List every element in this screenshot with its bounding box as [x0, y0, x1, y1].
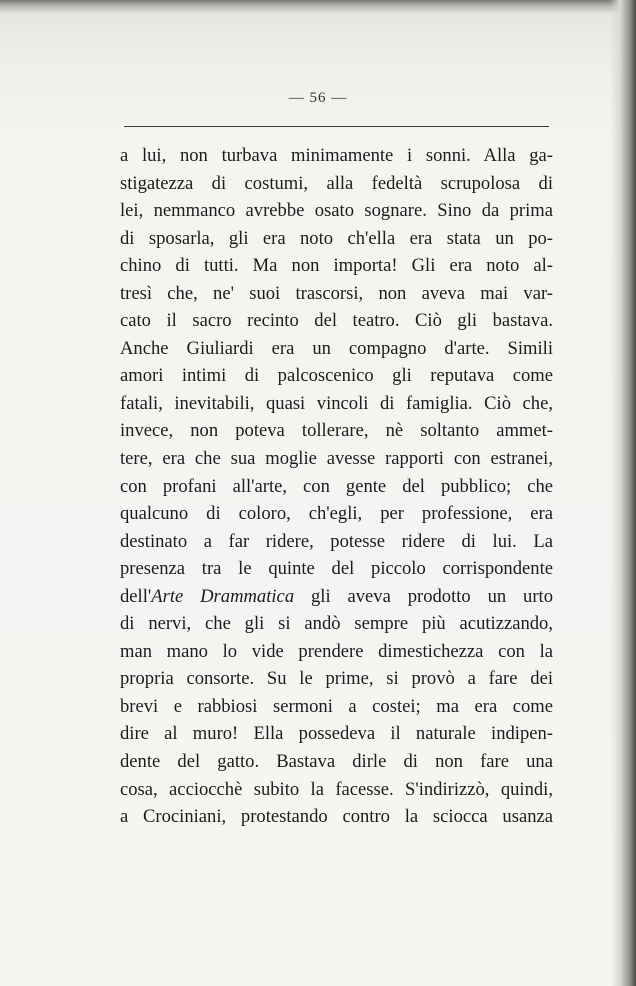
- text-line: di nervi, che gli si andò sempre più acutizzando,: [120, 613, 553, 635]
- body-text: [120, 142, 553, 831]
- text-line: chino di tutti. Ma non importa! Gli era noto al-: [120, 255, 553, 277]
- text-segment: gli aveva prodotto un urto: [294, 585, 553, 607]
- text-line: dente del gatto. Bastava dirle di non fare una: [120, 751, 553, 773]
- text-line: a lui, non turbava minimamente i sonni. Alla ga-: [120, 145, 553, 166]
- text-line: amori intimi di palcoscenico gli reputava come: [120, 365, 553, 387]
- text-line: a Crociniani, protestando contro la sciocca usanza: [120, 806, 553, 828]
- text-line: fatali, inevitabili, quasi vincoli di famiglia. Ciò che,: [120, 392, 553, 414]
- page-number: — 56 —: [288, 90, 348, 106]
- text-line: stigatezza di costumi, alla fedeltà scrupolosa di: [120, 172, 553, 194]
- text-line: invece, non poteva tollerare, nè soltanto ammet-: [120, 420, 553, 442]
- text-line-with-italic: [120, 583, 553, 611]
- text-line: brevi e rabbiosi sermoni a costei; ma era come: [120, 695, 553, 717]
- text-line: con profani all'arte, con gente del pubblico; che: [120, 475, 553, 497]
- text-line: propria consorte. Su le prime, si provò a fare dei: [120, 668, 553, 690]
- text-line: tere, era che sua moglie avesse rapporti con estranei,: [120, 448, 553, 470]
- text-line: cato il sacro recinto del teatro. Ciò gli bastava.: [120, 310, 553, 332]
- text-line: lei, nemmanco avrebbe osato sognare. Sino da prima: [120, 200, 553, 222]
- text-line: man mano lo vide prendere dimestichezza con la: [120, 640, 553, 662]
- text-line: dire al muro! Ella possedeva il naturale indipen-: [120, 723, 553, 745]
- text-line: presenza tra le quinte del piccolo corrispondente: [120, 558, 553, 580]
- text-line: qualcuno di coloro, ch'egli, per professione, era: [120, 503, 553, 525]
- text-line: Anche Giuliardi era un compagno d'arte. Simili: [120, 337, 553, 359]
- scan-top-shadow: [0, 0, 636, 14]
- header-rule: [124, 126, 549, 127]
- page-edge-shadow: [610, 0, 636, 986]
- italic-title: Arte Drammatica: [151, 585, 295, 607]
- text-segment: dell': [120, 585, 152, 607]
- text-line: tresì che, ne' suoi trascorsi, non aveva mai var-: [120, 282, 553, 304]
- text-line: cosa, acciocchè subito la facesse. S'indirizzò, quindi,: [120, 778, 553, 800]
- text-line: di sposarla, gli era noto ch'ella era stata un po-: [120, 227, 553, 249]
- text-line: destinato a far ridere, potesse ridere di lui. La: [120, 530, 553, 552]
